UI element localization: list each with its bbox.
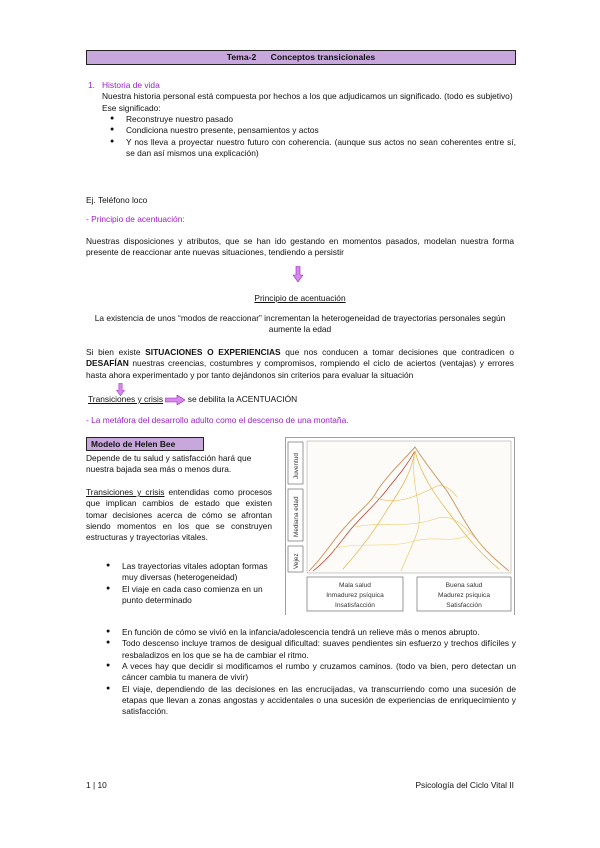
list-item: ● Condiciona nuestro presente, pensamientos y actos [108,125,516,136]
caption-text: Mala salud [339,582,371,589]
stage-label: Vejez [293,553,300,569]
transiciones-label: Transiciones y crisis [88,394,164,404]
list-item: ● En función de cómo se vivió en la infancia/adolescencia tendrá un relieve más o menos abrupto. [104,627,516,638]
list-item: ● Reconstruye nuestro pasado [108,114,516,125]
metafora-p2-label: Transiciones y crisis [86,487,165,497]
stage-label: Mediana edad [293,496,300,537]
metafora-list-wide [104,627,516,718]
list-item: ● El viaje, dependiendo de las decisiones en las encrucijadas, va transcurriendo como una sucesión de etapas que llevan a zonas angostas y accidentales o una sucesión de experiencias de enriquecimiento y satisfacción. [104,684,516,718]
caption-text: Madurez psíquica [437,592,491,599]
page-title: Conceptos transicionales [270,52,376,62]
course-name: Psicología del Ciclo Vital II [415,780,514,790]
transiciones-line [88,394,297,405]
list-item: ● El viaje en cada caso comienza en un punto determinado [104,584,280,607]
arrow-down-icon [293,266,303,282]
principio-paragraph [86,347,514,381]
mountain-figure [285,437,515,615]
principio-text: Nuestras disposiciones y atributos, que se han ido gestando en momentos pasados, modelan nuestra forma presente de reaccionar ante nuevas situaciones, tendiendo a persistir [86,236,514,258]
metafora-p2 [86,487,272,544]
metafora-heading: - La metáfora del desarrollo adulto como el descenso de una montaña. [86,415,349,425]
para-bold: SITUACIONES O EXPERIENCIAS [145,347,281,357]
caption-text: Buena salud [445,582,483,589]
para-bold: DESAFÍAN [86,358,129,369]
principio-heading: - Principio de acentuación: [86,214,185,224]
principio-subheading: Principio de acentuación [254,293,346,303]
page-number: 1 | 10 [86,780,107,790]
title-bar [86,50,516,65]
model-label: Modelo de Helen Bee [86,437,204,451]
list-item: ● Y nos lleva a proyectar nuestro futuro con coherencia. (aunque sus actos no sean coherentes entre sí, se dan así mismos una explicación) [108,137,516,160]
para-text: nuestras creencias, costumbres y compromisos, rompiendo el ciclo de aciertos (ventajas) y errores hasta ahora experimentado y por tanto dejándonos sin criterios para evaluar la situación [86,358,514,380]
tema-label: Tema-2 [226,52,257,62]
arrow-right-icon [165,395,185,405]
principio-statement: La existencia de unos “modos de reaccionar” incrementan la heterogeneidad de trayectorias personales según aumente la edad [94,313,506,335]
list-item: ● Todo descenso incluye tramos de desigual dificultad: suaves pendientes sin esfuerzo y trechos difíciles y resbaladizos en los que se ha de cambiar el ritmo. [104,638,516,661]
significado-list [108,114,516,159]
caption-text: Insatisfacción [335,602,375,609]
section-number: 1. [88,80,95,90]
metafora-p2-rest: entendidas como procesos que implican cambios de estado que existen tomar decisiones acerca de cómo se afrontan siendo momentos en los que se construyen estructuras y trayectorias vitales. [86,487,272,543]
section-intro: Nuestra historia personal está compuesta por hechos a los que adjudicamos un significado. (todo es subjetivo) [102,91,513,102]
stage-label: Juventud [293,453,300,479]
para-text: Si bien existe [86,347,146,357]
section-historia [88,80,516,159]
list-item: ● Las trayectorias vitales adoptan formas muy diversas (heterogeneidad) [104,561,280,584]
section-heading: Historia de vida [102,80,160,90]
caption-text: Satisfacción [446,602,482,609]
metafora-list-narrow [104,561,280,606]
transiciones-result: se debilita la ACENTUACIÓN [187,394,298,404]
section-sub: Ese significado: [102,102,161,113]
para-text: que nos conducen a tomar decisiones que contradicen o [280,347,515,357]
list-item: ● A veces hay que decidir si modificamos el rumbo y cruzamos caminos. (todo va bien, pero detectan un cáncer cambia tu manera de vivir) [104,661,516,684]
metafora-p1: Depende de tu salud y satisfacción hará que nuestra bajada sea más o menos dura. [86,453,252,475]
caption-text: Inmadurez psíquica [326,592,384,599]
example-text: Ej. Teléfono loco [86,195,148,205]
